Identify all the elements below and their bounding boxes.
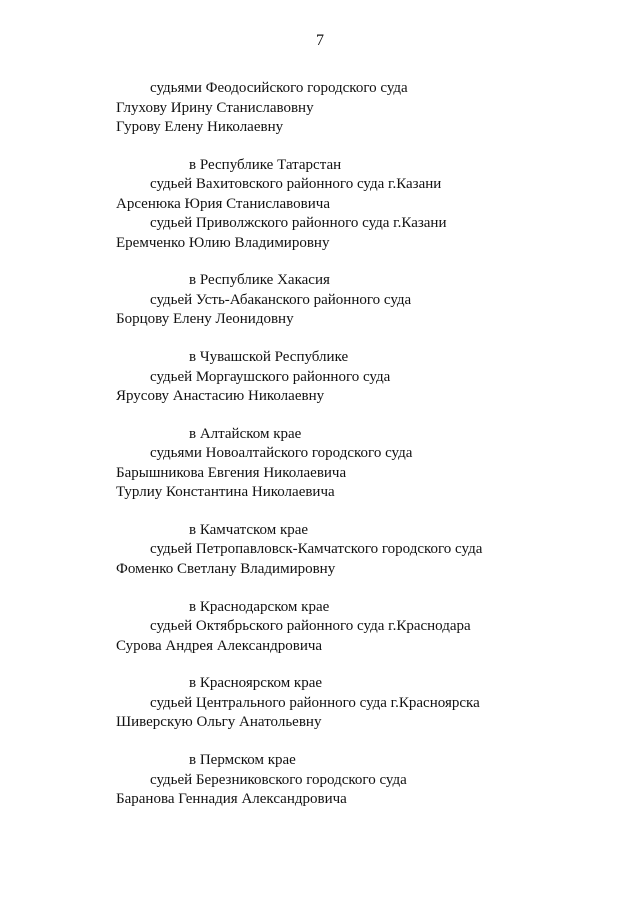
judge-name: Глухову Ирину Станиславовну [116, 99, 314, 116]
appointment-block [0, 674, 640, 733]
court-position: судьями Новоалтайского городского суда [150, 445, 413, 462]
region-heading: в Чувашской Республике [189, 349, 349, 366]
region-heading: в Пермском крае [189, 752, 296, 768]
appointment-block [0, 156, 640, 254]
region-heading: в Краснодарском крае [189, 598, 330, 615]
judge-name: Еремченко Юлию Владимировну [116, 234, 330, 251]
appointment-block [0, 348, 640, 407]
judge-name: Фоменко Светлану Владимировну [116, 560, 336, 577]
judge-name: Шиверскую Ольгу Анатольевну [116, 714, 322, 731]
judge-name: Баранова Геннадия Александровича [116, 791, 347, 807]
appointment-block [0, 425, 640, 503]
appointment-block [0, 598, 640, 657]
region-heading: в Алтайском крае [189, 425, 302, 442]
court-position: судьей Усть-Абаканского районного суда [150, 291, 412, 308]
region-heading: в Красноярском крае [189, 675, 323, 692]
appointment-block [0, 271, 640, 330]
court-position: судьей Петропавловск-Камчатского городского суда [150, 541, 483, 558]
appointment-block [0, 521, 640, 580]
judge-name: Ярусову Анастасию Николаевну [116, 388, 325, 405]
court-position: судьей Центрального районного суда г.Красноярска [150, 694, 480, 711]
judge-name: Сурова Андрея Александровича [116, 637, 323, 654]
court-position: судьей Октябрьского районного суда г.Краснодара [150, 618, 471, 635]
judge-name: Барышникова Евгения Николаевича [116, 464, 347, 481]
court-position: судьей Вахитовского районного суда г.Казани [150, 176, 442, 193]
judge-name: Гурову Елену Николаевну [116, 119, 284, 135]
appointment-block [0, 751, 640, 810]
appointment-list [0, 79, 640, 828]
judge-name: Арсенюка Юрия Станиславовича [116, 195, 330, 212]
appointment-block [0, 79, 640, 138]
region-heading: в Республике Хакасия [189, 272, 330, 289]
court-position: судьей Березниковского городского суда [150, 771, 407, 788]
court-position: судьей Моргаушского районного суда [150, 368, 391, 385]
court-position: судьями Феодосийского городского суда [150, 80, 408, 96]
region-heading: в Камчатском крае [189, 521, 309, 538]
judge-name: Борцову Елену Леонидовну [116, 311, 294, 328]
court-position: судьей Приволжского районного суда г.Казани [150, 215, 447, 232]
region-heading: в Республике Татарстан [189, 156, 342, 173]
judge-name: Турлиу Константина Николаевича [116, 484, 335, 501]
page-number: 7 [316, 32, 324, 49]
